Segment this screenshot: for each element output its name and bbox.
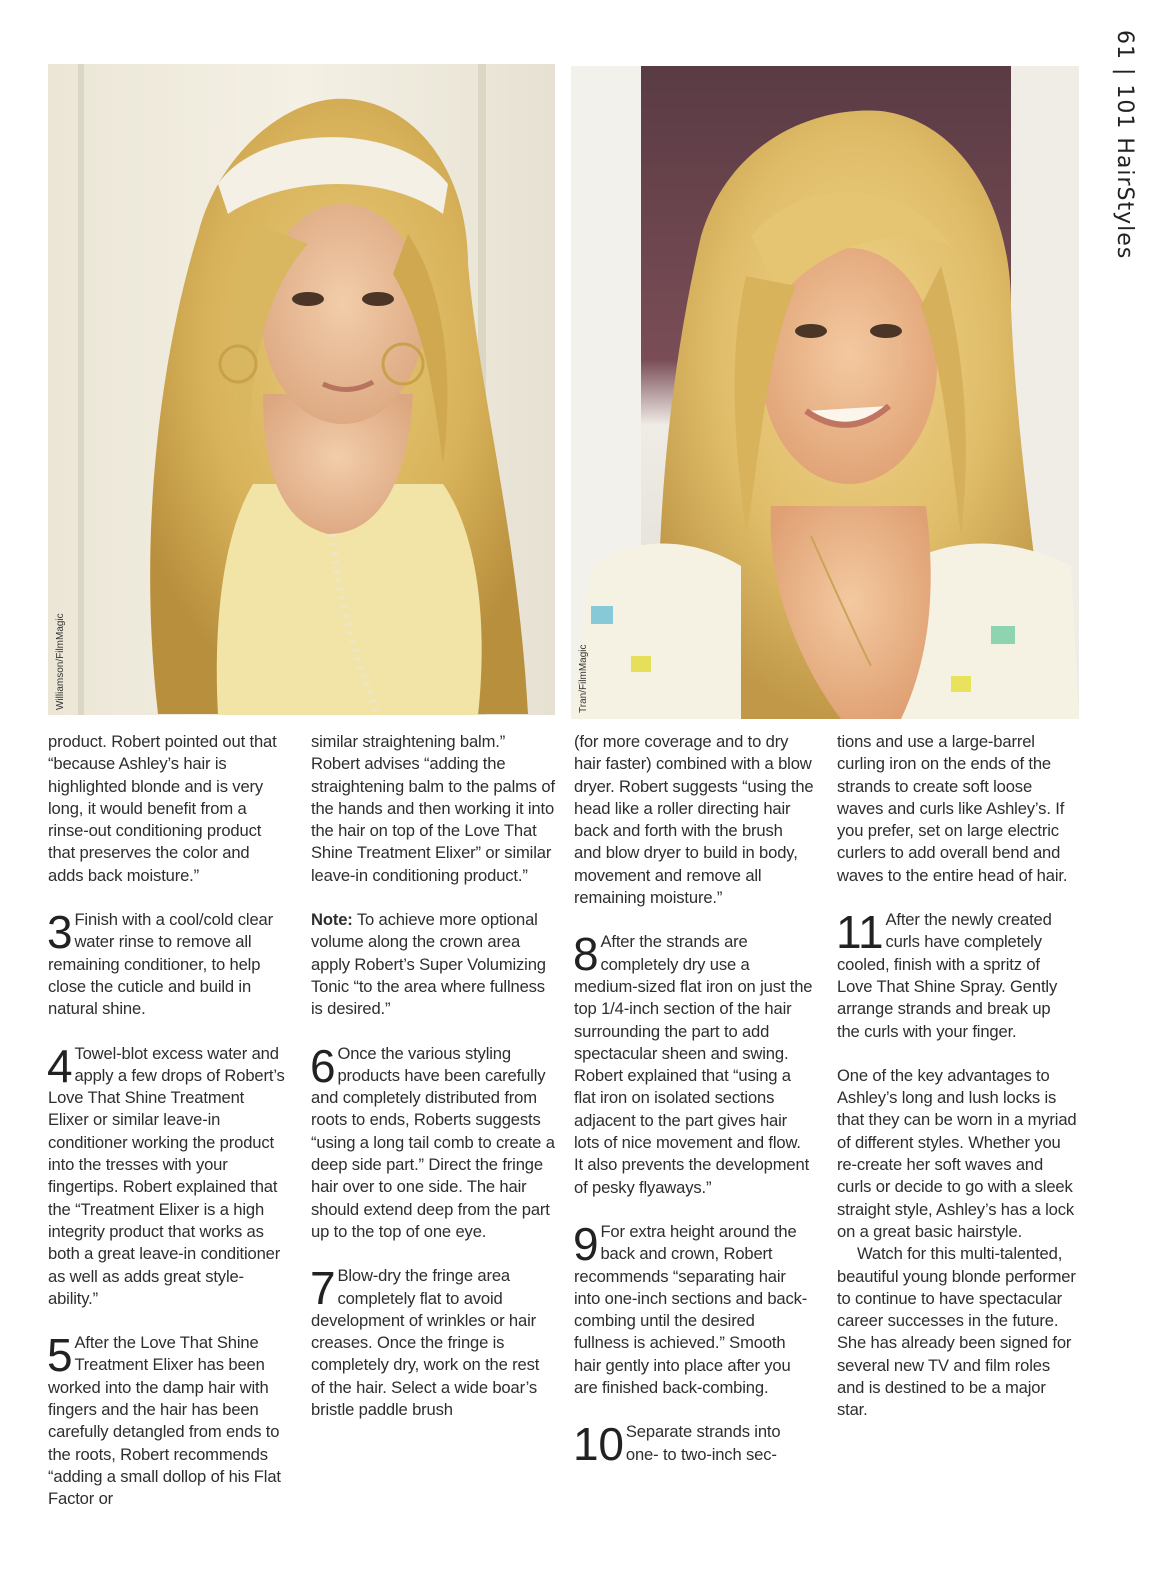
step-3 bbox=[47, 906, 288, 1020]
step-4-number: 4 bbox=[47, 1039, 73, 1092]
step-4-text: Towel-blot excess water and apply a few drops of Robert’s Love That Shine Treatment Elixer or similar leave-in conditioner working the product into the tresses with your fingertips. Robert explained that the “Treatment Elixer is a high integrity product that works as both a great leave-in conditioner as well as adds great style-ability.” bbox=[48, 1043, 285, 1308]
closing-paragraph-1: One of the key advantages to Ashley’s long and lush locks is that they can be worn in a myriad of different styles. Whether you re-create her soft waves and curls or decide to go with a sleek straight style, Ashley’s has a lock on a great basic hairstyle. bbox=[837, 1065, 1077, 1241]
step-4 bbox=[47, 1039, 288, 1311]
step-9-number: 9 bbox=[573, 1217, 599, 1270]
step-3-number: 3 bbox=[47, 906, 73, 959]
step-9 bbox=[573, 1217, 814, 1399]
col4-intro: tions and use a large-barrel curling iron on the ends of the strands to create soft loose waves and curls like Ashley’s. If you prefer, set on large electric curlers to add overall bend and waves to the entire head of hair. bbox=[837, 732, 1068, 885]
photo-credit-left: Williamson/FilmMagic bbox=[55, 613, 66, 710]
note-text: To achieve more optional volume along the crown area apply Robert’s Super Volumizing Tonic “to the area where fullness is desired.” bbox=[311, 910, 546, 1019]
note bbox=[311, 909, 556, 1020]
step-10-text: Separate strands into one- to two-inch sec- bbox=[625, 1422, 781, 1464]
step-5-number: 5 bbox=[47, 1329, 73, 1382]
step-8 bbox=[573, 928, 814, 1199]
step-6-text: Once the various styling products have been carefully and completely distributed from roots to ends, Roberts suggests “using a long tail comb to create a deep side part.” Direct the fringe hair over to one side. The hair should extend deep from the part up to the top of one eye. bbox=[311, 1043, 555, 1241]
step-10-number: 10 bbox=[573, 1418, 624, 1471]
col3-intro: (for more coverage and to dry hair faster) combined with a blow dryer. Robert suggests “using the head like a roller directing hair back and forth with the brush and blow dryer to build in body, movement and remove all remaining moisture.” bbox=[574, 732, 814, 908]
running-head: 61 | 101 HairStyles bbox=[1112, 30, 1137, 260]
step-7 bbox=[310, 1262, 556, 1421]
step-8-number: 8 bbox=[573, 928, 599, 981]
photo-left-ashley-headband bbox=[48, 64, 555, 715]
step-7-number: 7 bbox=[310, 1262, 336, 1315]
step-7-text: Blow-dry the fringe area completely flat to avoid development of wrinkles or hair creases. Once the fringe is completely dry, work on the rest of the hair. Select a wide boar’s bristle paddle brush bbox=[311, 1266, 540, 1420]
note-label: Note: bbox=[311, 910, 353, 930]
photo-left-image bbox=[48, 64, 555, 715]
step-5-text: After the Love That Shine Treatment Elixer has been worked into the damp hair with fingers and the hair has been carefully detangled from ends to the roots, Robert recommends “adding a small dollop of his Flat Factor or bbox=[48, 1333, 281, 1509]
step-11-text: After the newly created curls have completely cooled, finish with a spritz of Love That Shine Spray. Gently arrange strands and break up the curls with your finger. bbox=[837, 910, 1058, 1041]
step-8-text: After the strands are completely dry use a medium-sized flat iron on just the top 1/4-inch section of the hair surrounding the part to add spectacular sheen and swing. Robert explained that “using a flat iron on isolated sections adjacent to the part gives hair lots of nice movement and flow. It also prevents the development of pesky flyaways.” bbox=[574, 932, 813, 1197]
article-column-3 bbox=[573, 731, 814, 1471]
article-column-1 bbox=[48, 731, 288, 1511]
col2-intro: similar straightening balm.” Robert advises “adding the straightening balm to the palms of the hands and then working it into the hair on top of the Love That Shine Treatment Elixer” or similar leave-in conditioning product.” bbox=[311, 732, 555, 885]
col1-intro: product. Robert pointed out that “because Ashley’s hair is highlighted blonde and is very long, it would benefit from a rinse-out conditioning product that preserves the color and adds back moisture.” bbox=[48, 732, 277, 885]
step-11 bbox=[836, 906, 1077, 1043]
photo-right-ashley-straight bbox=[571, 66, 1079, 719]
step-3-text: Finish with a cool/cold clear water rinse to remove all remaining conditioner, to help close the cuticle and build in natural shine. bbox=[48, 910, 273, 1019]
step-6 bbox=[310, 1039, 556, 1244]
step-5 bbox=[47, 1329, 288, 1510]
step-6-number: 6 bbox=[310, 1039, 336, 1092]
step-9-text: For extra height around the back and crown, Robert recommends “separating hair into one-inch sections and back-combing until the desired fullness is achieved.” Smooth hair gently into place after you are finished back-combing. bbox=[574, 1221, 808, 1398]
step-11-number: 11 bbox=[836, 906, 884, 959]
article-column-4 bbox=[837, 731, 1077, 1422]
article-column-2 bbox=[311, 731, 556, 1421]
photo-right-image bbox=[571, 66, 1079, 719]
step-10 bbox=[573, 1418, 814, 1471]
closing-paragraph-2: Watch for this multi-talented, beautiful young blonde performer to continue to have spectacular career successes in the future. She has already been signed for several new TV and film roles and is destined to be a major star. bbox=[837, 1244, 1076, 1420]
photo-credit-right: Tran/FilmMagic bbox=[578, 644, 589, 713]
